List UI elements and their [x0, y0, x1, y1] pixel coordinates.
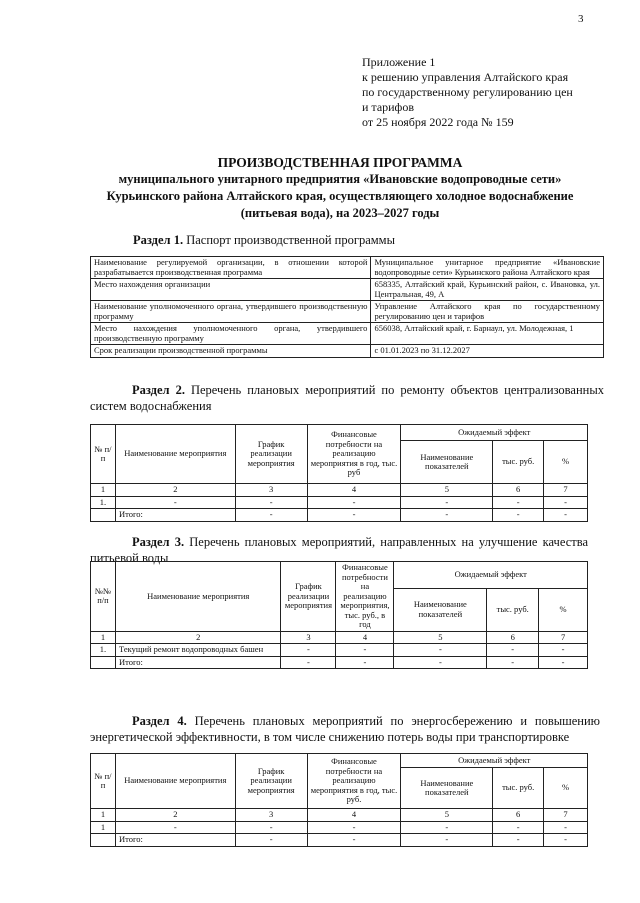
total-label: Итого:: [115, 834, 235, 847]
col-finance-header: Финансовые потребности на реализацию мероприятия, тыс. руб., в год: [336, 562, 394, 632]
title-line: ПРОИЗВОДСТВЕННАЯ ПРОГРАММА: [217, 155, 463, 170]
empty-cell: [91, 656, 116, 669]
empty-cell: [91, 509, 116, 522]
appendix-line: от 25 ноября 2022 года № 159: [362, 115, 514, 129]
table-row: [91, 323, 604, 345]
appendix-line: по государственному регулированию цен: [362, 85, 573, 99]
column-number-row: [91, 631, 588, 644]
cell: -: [401, 834, 493, 847]
table-header-row: [91, 562, 588, 589]
cell: -: [235, 821, 307, 834]
total-row: [91, 656, 588, 669]
section-text: Перечень плановых мероприятий по ремонту объектов централизованных систем водоснабжения: [90, 383, 604, 413]
passport-label: Место нахождения организации: [91, 279, 371, 301]
cell: -: [401, 509, 493, 522]
cell: 1: [91, 821, 116, 834]
section4-heading: [90, 713, 600, 745]
col-indicators-header: Наименование показателей: [401, 441, 493, 484]
passport-table: [90, 256, 604, 358]
cell: -: [539, 644, 588, 657]
cell: -: [281, 644, 336, 657]
cell: -: [307, 821, 401, 834]
total-label: Итого:: [115, 656, 281, 669]
cell: -: [544, 834, 588, 847]
col-percent-header: %: [539, 588, 588, 631]
cell: -: [493, 834, 544, 847]
cell: -: [307, 834, 401, 847]
table-row: [91, 301, 604, 323]
column-number: 6: [487, 631, 539, 644]
column-number-row: [91, 809, 588, 822]
column-number: 5: [394, 631, 487, 644]
cell: -: [336, 656, 394, 669]
col-percent-header: %: [544, 768, 588, 809]
section-prefix: Раздел 4.: [132, 714, 187, 728]
cell: -: [487, 644, 539, 657]
section4-table: [90, 753, 588, 847]
cell: -: [307, 509, 401, 522]
col-percent-header: %: [544, 441, 588, 484]
cell: -: [235, 834, 307, 847]
table-row: [91, 821, 588, 834]
column-number: 7: [539, 631, 588, 644]
table-row: [91, 279, 604, 301]
cell: Текущий ремонт водопроводных башен: [115, 644, 281, 657]
table-row: [91, 257, 604, 279]
section-prefix: Раздел 1.: [133, 233, 184, 247]
section-text: Перечень плановых мероприятий по энергосбережению и повышению энергетической эффективности, в том числе снижению потерь воды при транспортировке: [90, 714, 601, 744]
document-title: [80, 154, 600, 222]
table-row: [91, 644, 588, 657]
section1-heading: [133, 233, 395, 248]
column-number: 2: [115, 809, 235, 822]
passport-label: Место нахождения уполномоченного органа, утвердившего производственную программу: [91, 323, 371, 345]
column-number: 3: [281, 631, 336, 644]
col-effect-header: Ожидаемый эффект: [401, 754, 588, 768]
cell: -: [493, 509, 544, 522]
passport-value: 656038, Алтайский край, г. Барнаул, ул. Молодежная, 1: [371, 323, 604, 345]
cell: -: [401, 821, 493, 834]
passport-value: 658335, Алтайский край, Курьинский район, с. Ивановка, ул. Центральная, 49, А: [371, 279, 604, 301]
cell: -: [394, 656, 487, 669]
col-thousand-header: тыс. руб.: [493, 768, 544, 809]
section-text: Паспорт производственной программы: [186, 233, 395, 247]
cell: -: [115, 821, 235, 834]
section2-heading: [90, 382, 604, 414]
col-indicators-header: Наименование показателей: [401, 768, 493, 809]
col-num-header: №№ п/п: [91, 562, 116, 632]
col-finance-header: Финансовые потребности на реализацию мероприятия в год, тыс. руб: [307, 425, 401, 484]
cell: -: [281, 656, 336, 669]
section-text: Перечень плановых мероприятий, направленных на улучшение качества питьевой воды: [90, 535, 588, 565]
column-number: 5: [401, 809, 493, 822]
appendix-line: к решению управления Алтайского края: [362, 70, 569, 84]
column-number: 1: [91, 484, 116, 497]
col-name-header: Наименование мероприятия: [115, 754, 235, 809]
total-label: Итого:: [115, 509, 235, 522]
cell: -: [235, 509, 307, 522]
column-number: 4: [307, 484, 401, 497]
empty-cell: [91, 834, 116, 847]
col-effect-header: Ожидаемый эффект: [394, 562, 588, 589]
cell: -: [235, 496, 307, 509]
column-number: 5: [401, 484, 493, 497]
col-indicators-header: Наименование показателей: [394, 588, 487, 631]
cell: -: [487, 656, 539, 669]
column-number-row: [91, 484, 588, 497]
col-schedule-header: График реализации мероприятия: [235, 425, 307, 484]
table-header-row: [91, 754, 588, 768]
passport-label: Срок реализации производственной программы: [91, 345, 371, 358]
passport-value: с 01.01.2023 по 31.12.2027: [371, 345, 604, 358]
section-prefix: Раздел 3.: [132, 535, 185, 549]
cell: -: [307, 496, 401, 509]
cell: -: [401, 496, 493, 509]
column-number: 3: [235, 484, 307, 497]
col-name-header: Наименование мероприятия: [115, 562, 281, 632]
cell: -: [544, 509, 588, 522]
col-thousand-header: тыс. руб.: [493, 441, 544, 484]
title-line: (питьевая вода), на 2023–2027 годы: [240, 206, 440, 220]
total-row: [91, 834, 588, 847]
cell: -: [544, 821, 588, 834]
cell: -: [539, 656, 588, 669]
section3-table: [90, 561, 588, 669]
col-finance-header: Финансовые потребности на реализацию мероприятия в год, тыс. руб.: [307, 754, 401, 809]
appendix-line: Приложение 1: [362, 55, 436, 69]
cell: -: [336, 644, 394, 657]
col-thousand-header: тыс. руб.: [487, 588, 539, 631]
cell: 1.: [91, 644, 116, 657]
column-number: 2: [115, 631, 281, 644]
table-row: [91, 345, 604, 358]
column-number: 3: [235, 809, 307, 822]
col-num-header: № п/п: [91, 754, 116, 809]
appendix-line: и тарифов: [362, 100, 415, 114]
section-prefix: Раздел 2.: [132, 383, 185, 397]
cell: 1.: [91, 496, 116, 509]
passport-value: Управление Алтайского края по государственному регулированию цен и тарифов: [371, 301, 604, 323]
section2-table: [90, 424, 588, 522]
column-number: 4: [307, 809, 401, 822]
col-effect-header: Ожидаемый эффект: [401, 425, 588, 441]
title-line: муниципального унитарного предприятия «Ивановские водопроводные сети»: [118, 172, 562, 186]
table-header-row: [91, 425, 588, 441]
passport-label: Наименование уполномоченного органа, утвердившего производственную программу: [91, 301, 371, 323]
column-number: 2: [115, 484, 235, 497]
cell: -: [493, 496, 544, 509]
col-schedule-header: График реализации мероприятия: [281, 562, 336, 632]
cell: -: [544, 496, 588, 509]
column-number: 6: [493, 484, 544, 497]
column-number: 7: [544, 809, 588, 822]
title-line: Курьинского района Алтайского края, осуществляющего холодное водоснабжение: [106, 189, 574, 203]
column-number: 6: [493, 809, 544, 822]
passport-value: Муниципальное унитарное предприятие «Ивановские водопроводные сети» Курьинского района Алтайского края: [371, 257, 604, 279]
column-number: 7: [544, 484, 588, 497]
col-name-header: Наименование мероприятия: [115, 425, 235, 484]
col-num-header: № п/п: [91, 425, 116, 484]
passport-label: Наименование регулируемой организации, в отношении которой разрабатывается производственная программа: [91, 257, 371, 279]
column-number: 1: [91, 809, 116, 822]
total-row: [91, 509, 588, 522]
column-number: 1: [91, 631, 116, 644]
table-row: [91, 496, 588, 509]
cell: -: [493, 821, 544, 834]
cell: -: [115, 496, 235, 509]
cell: -: [394, 644, 487, 657]
col-schedule-header: График реализации мероприятия: [235, 754, 307, 809]
appendix-block: [362, 55, 573, 130]
column-number: 4: [336, 631, 394, 644]
page-number: 3: [578, 13, 584, 25]
